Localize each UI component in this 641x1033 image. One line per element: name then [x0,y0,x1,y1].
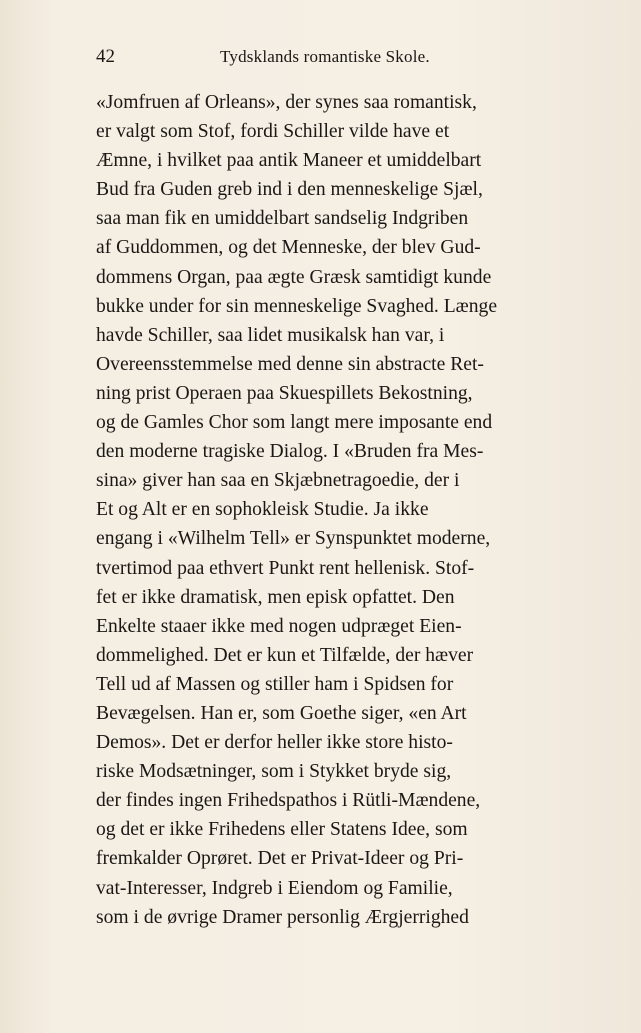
text-line: vat-Interesser, Indgreb i Eiendom og Familie, [96,877,453,899]
text-line: og de Gamles Chor som langt mere imposante end [96,412,493,434]
text-line: Bevægelsen. Han er, som Goethe siger, «en Art [96,702,467,724]
text-line: fet er ikke dramatisk, men episk opfattet. Den [96,586,455,608]
text-line: riske Modsætninger, som i Stykket bryde sig, [96,761,452,783]
text-line: Æmne, i hvilket paa antik Maneer et umiddelbart [96,150,482,172]
text-line: engang i «Wilhelm Tell» er Synspunktet moderne, [96,528,491,550]
text-line: havde Schiller, saa lidet musikalsk han var, i [96,324,445,346]
page-number: 42 [96,46,115,67]
body-text [96,88,589,932]
text-line: bukke under for sin menneskelige Svaghed. Længe [96,295,498,317]
text-line: dommelighed. Det er kun et Tilfælde, der hæver [96,644,474,666]
text-line: den moderne tragiske Dialog. I «Bruden fra Mes- [96,441,484,463]
text-line: saa man fik en umiddelbart sandselig Indgriben [96,208,469,230]
page-header [96,44,591,70]
text-line: fremkalder Oprøret. Det er Privat-Ideer og Pri- [96,848,464,870]
text-line: af Guddommen, og det Menneske, der blev Gud- [96,237,481,259]
text-line: tvertimod paa ethvert Punkt rent hellenisk. Stof- [96,557,475,579]
text-line: Et og Alt er en sophokleisk Studie. Ja ikke [96,499,429,521]
text-line: Bud fra Guden greb ind i den menneskelige Sjæl, [96,179,483,201]
text-line: Enkelte staaer ikke med nogen udpræget Eien- [96,615,462,637]
text-line: sina» giver han saa en Skjæbnetragoedie, der i [96,470,460,492]
running-title: Tydsklands romantiske Skole. [220,47,430,66]
text-line: som i de øvrige Dramer personlig Ærgjerrighed [96,906,469,928]
text-line: ning prist Operaen paa Skuespillets Bekostning, [96,382,473,404]
text-line: dommens Organ, paa ægte Græsk samtidigt kunde [96,266,492,288]
text-line: og det er ikke Frihedens eller Statens Idee, som [96,819,468,841]
text-line: er valgt som Stof, fordi Schiller vilde have et [96,121,450,143]
text-line: Demos». Det er derfor heller ikke store histo- [96,732,453,754]
text-line: der findes ingen Frihedspathos i Rütli-Mændene, [96,790,481,812]
text-line: Overeensstemmelse med denne sin abstracte Ret- [96,353,484,375]
text-line: «Jomfruen af Orleans», der synes saa romantisk, [96,92,477,113]
text-line: Tell ud af Massen og stiller ham i Spidsen for [96,673,454,695]
